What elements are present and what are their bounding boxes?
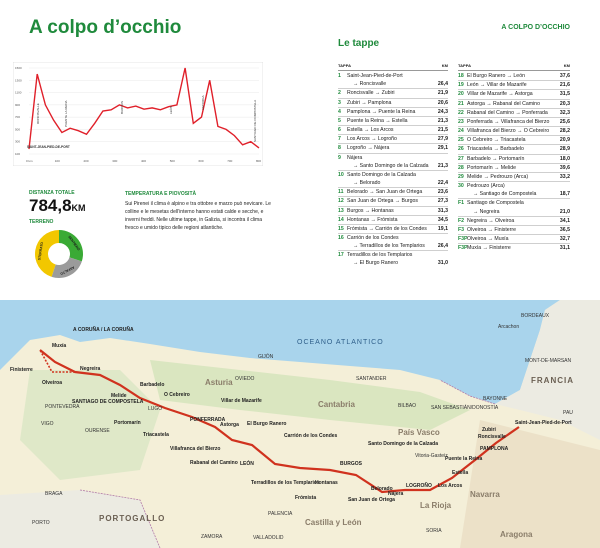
country-francia: FRANCIA [531,376,574,385]
stage-row [458,225,570,234]
stage-row [338,134,448,143]
stage-name: Burgos → Hontanas [347,207,394,214]
stage-km: 31,1 [559,245,570,252]
stage-number: 6 [338,127,341,134]
stage-name: → Negreira [473,208,500,215]
stage-name: Terradillos de los Templarios [347,252,413,259]
col-tappa: TAPPA [458,63,471,68]
stage-name: Ponferrada → Villafranca del Bierzo [467,118,550,125]
stage-row [458,135,570,144]
distance-label: DISTANZA TOTALE [29,190,75,196]
region-cantabria: Cantabria [318,400,355,409]
stage-name: Olveiroa → Muxía [467,235,509,242]
stage-number: 14 [338,216,344,223]
city-barbadelo: Barbadelo [140,382,165,388]
stage-km: 34,1 [559,217,570,224]
stage-name: Logroño → Nájera [347,145,390,152]
city-gijon: GIJÓN [258,354,274,360]
stage-row [458,80,570,89]
stage-row [458,208,570,216]
header-tag: A COLPO D’OCCHIO [501,24,570,31]
page-title: A colpo d’occhio [29,17,182,38]
stage-number: 1 [338,73,341,80]
stage-km: 20,3 [559,100,570,107]
stage-name: Santo Domingo de la Calzada [347,171,416,178]
stage-number: F3P [458,245,468,252]
y-tick-label: 300 [15,139,21,144]
stage-row [458,144,570,153]
stage-km: 21,3 [437,117,448,124]
label-burgos: BURGOS [120,100,124,114]
label-leon: LEÓN [169,105,173,114]
stage-name: Barbadelo → Portomarín [467,155,525,162]
city-zamora: ZAMORA [201,534,223,540]
stage-number: F2 [458,217,465,224]
stage-number: 30 [458,183,464,190]
terrain-slice [52,257,82,278]
col-tappa: TAPPA [338,63,351,68]
stage-name: Villafranca del Bierzo → O Cebreiro [467,128,550,135]
stage-number: 4 [338,108,341,115]
stage-name: Muxía → Finisterre [467,245,511,252]
city-mazarife: Villar de Mazarife [221,398,262,404]
stage-km: 29,1 [437,145,448,152]
terrain-label: ASFALTO [59,265,76,276]
stage-name: Rabanal del Camino → Ponferrada [467,109,548,116]
region-paisvasco: País Vasco [398,428,440,437]
stage-row [458,190,570,198]
city-melide: Melide [111,393,127,399]
stage-name: Melide → Pedrouzo (Arca) [467,173,529,180]
stage-name: Estella → Los Arcos [347,127,394,134]
stage-number: 10 [338,171,344,178]
city-arcachon: Arcachon [498,324,520,330]
city-bordeaux: BORDEAUX [521,313,550,319]
y-tick-label: 1100 [15,90,22,95]
stages-column-left [338,62,448,268]
stage-km: 31,3 [437,207,448,214]
city-olveiroa: Olveiroa [42,380,63,386]
stage-name: Astorga → Rabanal del Camino [467,100,540,107]
terrain-label: SENTIERO [67,234,81,252]
label-start: SAINT-JEAN-PIED-DE-PORT [27,145,70,149]
stage-name: Triacastela → Barbadelo [467,146,524,153]
country-portogallo: PORTOGALLO [99,514,166,523]
stage-row [458,126,570,135]
terrain-donut-chart [29,224,89,284]
x-tick-label: 400 [141,159,147,163]
stage-number: 5 [338,117,341,124]
stage-number: 22 [458,109,464,116]
city-estella: Estella [452,470,469,476]
y-tick-label: 700 [15,115,21,120]
stage-number: 26 [458,146,464,153]
city-fromista: Frómista [295,495,317,501]
region-asturia: Asturia [205,378,233,387]
stage-name: → Santiago de Compostela [473,191,537,198]
stages-header-left [338,62,448,71]
stage-row [458,181,570,190]
stage-number: 9 [338,154,341,161]
stage-name: → Santo Domingo de la Calzada [353,162,429,169]
stage-number: F3P [458,235,468,242]
stage-number: 24 [458,128,464,135]
city-ourense: OURENSE [85,428,110,434]
x-tick-label: 0 km [26,159,33,163]
stage-name: El Burgo Ranero → León [467,73,525,80]
city-zubiri: Zubiri [482,427,496,433]
stage-number: 8 [338,145,341,152]
stage-name: León → Villar de Mazarife [467,82,527,89]
stage-row [458,99,570,108]
stage-number: 16 [338,234,344,241]
stage-km: 27,9 [437,136,448,143]
stage-row [458,72,570,80]
label-santiago: SANTIAGO DE COMPOSTELA [253,99,257,142]
stage-row [338,206,448,215]
stage-name: O Cebreiro → Triacastela [467,137,526,144]
x-tick-label: 100 [54,159,60,163]
city-porto: PORTO [32,520,50,526]
stage-name: → Belorado [353,180,381,187]
region-castilla: Castilla y León [305,518,362,527]
stage-name: Frómista → Carrión de los Condes [347,225,427,232]
stage-km: 18,0 [559,155,570,162]
stage-number: 23 [458,118,464,125]
x-tick-label: 500 [169,159,175,163]
stage-name: Santiago de Compostela [467,200,524,207]
city-vigo: VIGO [41,421,54,427]
stage-km: 20,9 [559,137,570,144]
city-logrono: LOGROÑO [406,483,432,489]
stage-km: 28,2 [559,128,570,135]
stage-km: 26,4 [437,243,448,250]
stage-km: 21,5 [437,127,448,134]
stage-km: 19,1 [437,225,448,232]
city-finisterre: Finisterre [10,367,33,373]
city-muxia: Muxía [52,343,67,349]
x-tick-label: 800 [256,159,262,163]
col-km: KM [441,63,448,68]
stage-row [338,80,448,88]
stage-row [338,250,448,259]
stage-row [458,154,570,163]
stage-number: 12 [338,198,344,205]
distance-box [29,190,123,225]
map-sea: OCEANO ATLANTICO [297,339,384,346]
distance-value [29,197,123,217]
city-najera: Nájera [388,491,404,497]
x-tick-label: 200 [83,159,89,163]
city-cebreiro: O Cebreiro [164,392,190,398]
city-bilbao: BILBAO [398,403,417,409]
city-santodomingo: Santo Domingo de la Calzada [368,441,439,447]
city-rabanal: Rabanal del Camino [190,460,238,466]
stage-row [458,172,570,181]
y-tick-label: 1300 [15,78,22,83]
stages-title: Le tappe [338,38,380,49]
stage-row [458,89,570,98]
stage-km: 23,6 [437,189,448,196]
stage-name: Pedrouzo (Arca) [467,183,505,190]
stage-km: 21,9 [437,90,448,97]
stage-km: 21,3 [437,162,448,169]
stage-km: 18,7 [559,191,570,198]
city-mont: MONT-DE-MARSAN [525,358,572,364]
stage-km: 26,4 [437,81,448,88]
stage-row [338,215,448,224]
elevation-chart [13,62,263,166]
city-ponferrada: PONFERRADA [190,417,226,423]
stage-km: 32,3 [559,109,570,116]
city-villafranca: Villafranca del Bierzo [170,446,221,452]
stage-number: 11 [338,189,344,196]
city-burgos: BURGOS [340,461,362,467]
city-pau: PAU [563,410,573,416]
stage-name: Puente la Reina → Estella [347,117,408,124]
stage-name: Nájera [347,154,363,161]
stage-row [458,234,570,243]
city-terradillos: Terradillos de los Templarios [251,480,320,486]
stage-number: 20 [458,91,464,98]
stage-row [338,153,448,162]
city-saintjean: Saint-Jean-Pied-de-Port [515,420,572,426]
stage-row [338,116,448,125]
city-negreira: Negreira [80,366,101,372]
y-tick-label: 1500 [15,66,22,70]
stage-name: Saint-Jean-Pied-de-Port [347,73,403,80]
stage-row [458,108,570,117]
region-aragona: Aragona [500,530,533,539]
climate-label: TEMPERATURA E PIOVOSITÀ [125,191,197,197]
stage-km: 36,5 [559,226,570,233]
city-valladolid: VALLADOLID [253,535,284,541]
stage-row [338,179,448,187]
city-santander: SANTANDER [356,376,387,382]
x-tick-label: 300 [112,159,118,163]
city-burgoranero: El Burgo Ranero [247,421,287,427]
stage-km: 27,3 [437,198,448,205]
stage-number: 25 [458,137,464,144]
elevation-profile [13,62,263,166]
stage-km: 28,9 [559,146,570,153]
city-lugo: LUGO [148,406,163,412]
city-santiago: SANTIAGO DE COMPOSTELA [72,399,144,405]
label-roncisvalle: RONCISVALLE [36,103,40,124]
stage-km: 25,6 [559,118,570,125]
y-tick-label: 500 [15,127,21,132]
stage-km: 34,5 [437,216,448,223]
stage-number: 13 [338,207,344,214]
y-tick-label: 100 [15,152,21,156]
stage-number: F1 [458,200,465,207]
stage-row [338,233,448,242]
stage-row [338,170,448,179]
stage-km: 22,4 [437,180,448,187]
terrain-donut [29,224,89,284]
stage-name: Negreira → Olveiroa [467,217,515,224]
city-pontevedra: PONTEVEDRA [45,404,80,410]
city-astorga: Astorga [220,422,239,428]
stage-name: Villar de Mazarife → Astorga [467,91,533,98]
city-vitoria: Vitoria-Gasteiz [415,453,448,459]
city-belorado: Belorado [371,486,393,492]
stage-name: Pamplona → Puente la Reina [347,108,416,115]
stage-number: 29 [458,173,464,180]
stage-row [338,196,448,205]
terrain-label: STERRATO [37,241,45,261]
stage-number: 21 [458,100,464,107]
stage-name: Belorado → San Juan de Ortega [347,189,423,196]
stage-number: 17 [338,252,344,259]
city-soria: SORIA [426,528,442,534]
stage-row [338,259,448,267]
stage-name: Hontanas → Frómista [347,216,398,223]
climate-box [125,190,275,232]
stage-km: 32,7 [559,235,570,242]
stage-row [458,117,570,126]
stage-name: Zubiri → Pamplona [347,99,392,106]
region-navarra: Navarra [470,490,500,499]
stage-name: → El Burgo Ranero [353,260,398,267]
stage-number: 3 [338,99,341,106]
climate-text: Sui Pirenei il clima è alpino e tra ottobre e marzo può nevicare. Le colline e le mesetas dell’interno hanno estati calde e secche, e inverni freddi. Nelle ultime tappe, in Galizia, si incontra il clima fresco e umido tipico delle regioni atlantiche. [125,201,271,231]
stage-km: 21,6 [559,82,570,89]
stage-row [458,198,570,207]
stage-km: 39,6 [559,164,570,171]
stage-number: 28 [458,164,464,171]
stage-number: F3 [458,226,465,233]
map-background [0,300,600,548]
stage-number: 15 [338,225,344,232]
stage-row [338,98,448,107]
stages-column-right [458,62,570,252]
city-triacastela: Triacastela [143,432,169,438]
city-roncisvalle: Roncisvalle [478,434,506,440]
label-puente: PUENTE LA REINA [64,100,68,127]
stage-km: 33,2 [559,173,570,180]
stage-row [338,224,448,233]
stage-number: 27 [458,155,464,162]
city-pamplona: PAMPLONA [480,446,509,452]
stage-name: Los Arcos → Logroño [347,136,397,143]
stage-name: Olveiroa → Finisterre [467,226,517,233]
region-larioja: La Rioja [420,501,452,510]
stage-row [338,125,448,134]
stage-km: 37,6 [559,73,570,80]
city-sansebastian: SAN SEBASTIÁN/DONOSTIA [431,405,499,411]
stages-header-right [458,62,570,71]
city-braga: BRAGA [45,491,63,497]
stage-row [458,163,570,172]
stage-row [338,88,448,97]
stage-name: → Roncisvalle [353,81,387,88]
label-astorga: ASTORGA [201,95,205,110]
city-coruna: A CORUÑA / LA CORUÑA [73,327,134,333]
terrain-label: TERRENO [29,219,54,225]
stage-row [338,162,448,170]
city-losarcos: Los Arcos [438,483,463,489]
x-tick-label: 700 [227,159,233,163]
stage-name: Roncisvalle → Zubiri [347,90,395,97]
stage-number: 18 [458,73,464,80]
col-km: KM [563,63,570,68]
stage-name: → Terradillos de los Templarios [353,243,425,250]
city-bayonne: BAYONNE [483,396,508,402]
stage-km: 24,3 [437,108,448,115]
stage-number: 7 [338,136,341,143]
x-tick-label: 600 [198,159,204,163]
stage-name: San Juan de Ortega → Burgos [347,198,418,205]
city-leon: LEÓN [240,461,254,467]
city-hontanas: Hontanas [315,480,338,486]
city-palencia: PALENCIA [268,511,293,517]
stage-name: Carrión de los Condes [347,234,399,241]
stage-name: Portomarín → Melide [467,164,517,171]
city-puente: Puente la Reina [445,456,483,462]
city-carrion: Carrión de los Condes [284,433,338,439]
stage-row [458,216,570,225]
stage-km: 21,0 [559,208,570,215]
distance-number: 784,8 [29,196,72,215]
stage-km: 20,6 [437,99,448,106]
stage-km: 31,5 [559,91,570,98]
stage-number: 19 [458,82,464,89]
city-portomarin: Portomarín [114,420,141,426]
city-sanjuan: San Juan de Ortega [348,497,395,503]
stage-row [338,242,448,250]
city-oviedo: OVIEDO [235,376,255,382]
stage-number: 2 [338,90,341,97]
y-tick-label: 900 [15,102,21,107]
stage-row [458,243,570,252]
stage-row [338,143,448,152]
stage-row [338,107,448,116]
stage-km: 31,0 [437,260,448,267]
stage-row [338,187,448,196]
distance-unit: KM [71,203,86,213]
stage-row [338,72,448,80]
route-map [0,300,600,548]
